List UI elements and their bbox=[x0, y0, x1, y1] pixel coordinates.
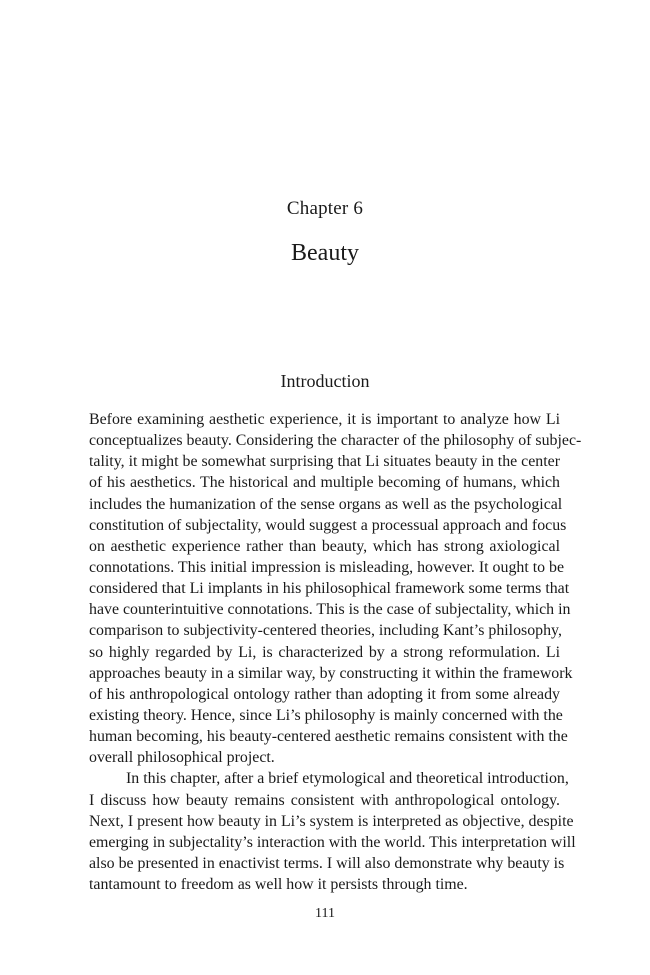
chapter-label: Chapter 6 bbox=[286, 198, 364, 219]
text-line: comparison to subjectivity-centered theories, including Kant’s philosophy, bbox=[89, 622, 562, 640]
text-line: considered that Li implants in his philosophical framework some terms that bbox=[89, 580, 570, 598]
text-line: of his anthropological ontology rather than adopting it from some already bbox=[89, 685, 560, 703]
text-line: connotations. This initial impression is misleading, however. It ought to be bbox=[89, 558, 565, 576]
text-line: existing theory. Hence, since Li’s philosophy is mainly concerned with the bbox=[89, 706, 563, 724]
text-line: Before examining aesthetic experience, it is important to analyze how Li bbox=[89, 411, 560, 428]
text-line: overall philosophical project. bbox=[89, 749, 275, 767]
page-number: 111 bbox=[315, 906, 335, 921]
text-line: tantamount to freedom as well how it persists through time. bbox=[89, 876, 468, 894]
text-line: human becoming, his beauty-centered aesthetic remains consistent with the bbox=[89, 728, 568, 746]
text-line: In this chapter, after a brief etymological and theoretical introduction, bbox=[126, 770, 569, 788]
section-heading: Introduction bbox=[280, 371, 370, 391]
text-line: includes the humanization of the sense organs as well as the psychological bbox=[89, 495, 563, 513]
chapter-title: Beauty bbox=[291, 240, 359, 266]
text-line: on aesthetic experience rather than beauty, which has strong axiological bbox=[89, 537, 560, 555]
text-line: conceptualizes beauty. Considering the character of the philosophy of subjec- bbox=[89, 432, 582, 450]
text-line: of his aesthetics. The historical and multiple becoming of humans, which bbox=[89, 474, 560, 492]
text-line: I discuss how beauty remains consistent with anthropological ontology. bbox=[89, 791, 560, 809]
text-line: Next, I present how beauty in Li’s system is interpreted as objective, despite bbox=[89, 812, 574, 830]
text-line: constitution of subjectality, would suggest a processual approach and focus bbox=[89, 516, 567, 534]
text-line: emerging in subjectality’s interaction with the world. This interpretation will bbox=[89, 833, 576, 851]
text-line: approaches beauty in a similar way, by constructing it within the framework bbox=[89, 664, 573, 682]
text-line: so highly regarded by Li, is characterized by a strong reformulation. Li bbox=[89, 643, 560, 661]
paragraph-2 bbox=[89, 768, 576, 895]
paragraph-1 bbox=[89, 409, 582, 768]
text-line: also be presented in enactivist terms. I will also demonstrate why beauty is bbox=[89, 854, 565, 872]
text-line: have counterintuitive connotations. This is the case of subjectality, which in bbox=[89, 601, 571, 619]
text-line: tality, it might be somewhat surprising that Li situates beauty in the center bbox=[89, 453, 560, 471]
body-text bbox=[89, 409, 582, 895]
